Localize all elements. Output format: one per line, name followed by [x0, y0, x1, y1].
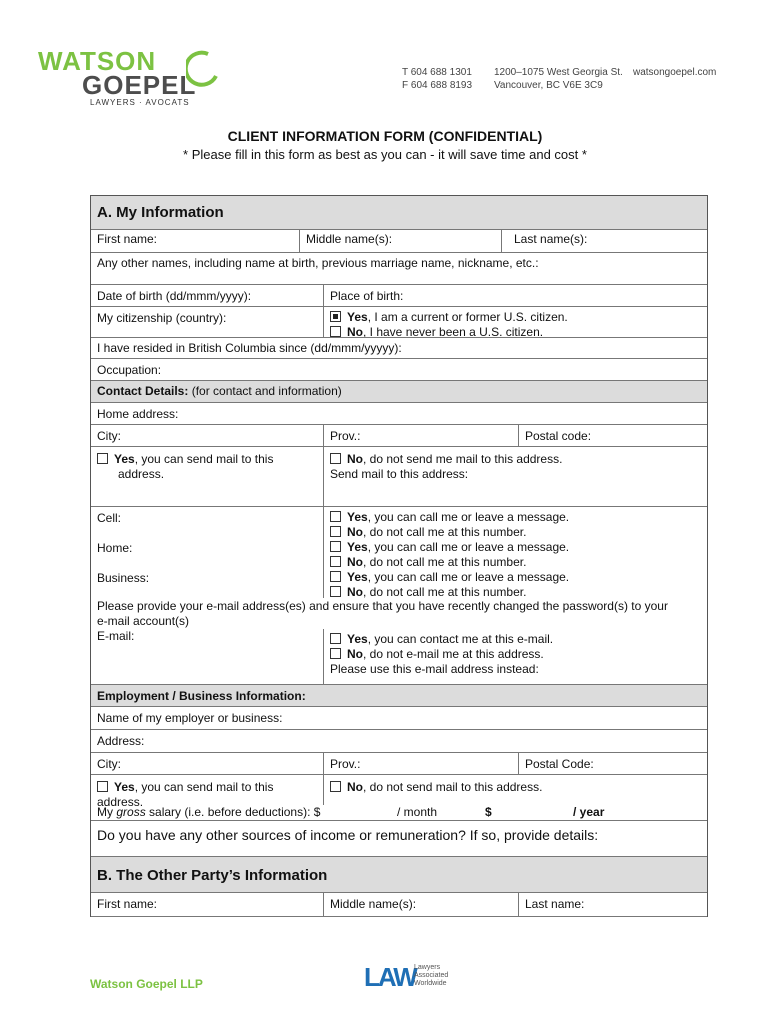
section-a-heading: A. My Information — [91, 196, 707, 230]
other-party-middle-name-field[interactable] — [323, 893, 518, 916]
contact-heading-text: (for contact and information) — [188, 384, 342, 398]
emp-mail-yes-text: , you can send mail to this — [134, 780, 274, 794]
section-b-heading: B. The Other Party’s Information — [91, 857, 707, 893]
logo-word-goepel: GOEPEL — [82, 70, 197, 100]
year-dollar-label: $ — [485, 805, 492, 819]
employment-heading-label: Employment / Business Information: — [97, 689, 306, 703]
business-call-yes-option[interactable] — [330, 570, 701, 585]
salary-label — [97, 805, 320, 819]
call-yes-bold: Yes — [347, 570, 368, 584]
call-yes-text: , you can call me or leave a message. — [367, 570, 570, 584]
phone-labels — [91, 507, 323, 598]
call-yes-bold: Yes — [347, 510, 368, 524]
dob-label: Date of birth (dd/mmm/yyyy): — [97, 289, 252, 303]
postal-code-field[interactable] — [518, 425, 707, 446]
other-party-first-name-field[interactable] — [91, 893, 323, 916]
checkbox-icon[interactable] — [330, 526, 341, 537]
other-income-label: Do you have any other sources of income or remuneration? If so, provide details: — [97, 827, 599, 843]
call-no-text: , do not call me at this number. — [363, 555, 527, 569]
checkbox-icon[interactable] — [97, 781, 108, 792]
salary-row[interactable] — [91, 805, 707, 821]
contact-phones — [402, 66, 472, 92]
bc-residence-label: I have resided in British Columbia since (dd/mmm/yyyyy): — [97, 341, 402, 355]
employer-address-field[interactable] — [91, 730, 707, 753]
us-no-text: , I have never been a U.S. citizen. — [363, 325, 544, 339]
cell-call-no-option[interactable] — [330, 525, 701, 540]
citizenship-row — [91, 307, 707, 337]
law-tagline — [414, 964, 448, 988]
contact-address — [494, 66, 623, 92]
employer-city-field[interactable] — [91, 753, 323, 774]
employer-postal-label: Postal Code: — [525, 757, 594, 771]
call-no-bold: No — [347, 585, 363, 599]
website: watsongoepel.com — [633, 67, 717, 78]
email-note-line-1: Please provide your e-mail address(es) and ensure that you have recently changed the password(s) to your — [97, 599, 668, 613]
place-of-birth-field[interactable] — [323, 285, 707, 306]
employer-prov-field[interactable] — [323, 753, 518, 774]
logo-subtitle: LAWYERS · AVOCATS — [90, 98, 190, 107]
call-yes-text: , you can call me or leave a message. — [367, 510, 570, 524]
employer-postal-field[interactable] — [518, 753, 707, 774]
emp-mail-yes-bold: Yes — [114, 780, 135, 794]
city-label: City: — [97, 429, 121, 443]
checkbox-icon[interactable] — [330, 586, 341, 597]
business-phone-label: Business: — [97, 571, 150, 585]
email-yes-bold: Yes — [347, 632, 368, 646]
employer-address-label: Address: — [97, 734, 145, 748]
checkbox-icon[interactable] — [330, 571, 341, 582]
email-no-text: , do not e-mail me at this address. — [363, 647, 544, 661]
law-logo — [364, 962, 464, 992]
email-no-bold: No — [347, 647, 363, 661]
logo-ring-icon — [186, 50, 220, 90]
employer-city-row — [91, 753, 707, 775]
city-field[interactable] — [91, 425, 323, 446]
home-call-no-option[interactable] — [330, 555, 701, 570]
bc-residence-field[interactable] — [91, 337, 707, 359]
email-yes-option[interactable] — [330, 632, 701, 647]
contact-details-heading — [91, 381, 707, 403]
home-address-label: Home address: — [97, 407, 179, 421]
email-row — [91, 598, 707, 685]
first-name-field[interactable] — [91, 230, 299, 252]
email-label: E-mail: — [97, 629, 135, 643]
postal-code-label: Postal code: — [525, 429, 592, 443]
us-yes-bold: Yes — [347, 310, 368, 324]
email-yes-text: , you can contact me at this e-mail. — [367, 632, 554, 646]
us-yes-text: , I am a current or former U.S. citizen. — [367, 310, 568, 324]
home-address-field[interactable] — [91, 403, 707, 425]
mail-no-bold: No — [347, 452, 363, 466]
birth-row — [91, 285, 707, 307]
last-name-field[interactable] — [501, 230, 707, 252]
checkbox-icon[interactable] — [330, 453, 341, 464]
home-mail-no-option[interactable] — [323, 447, 707, 506]
call-no-text: , do not call me at this number. — [363, 525, 527, 539]
other-income-field[interactable] — [91, 821, 707, 857]
us-no-bold: No — [347, 325, 363, 339]
home-call-yes-option[interactable] — [330, 540, 701, 555]
citizenship-label: My citizenship (country): — [97, 311, 227, 325]
phone-options — [323, 507, 707, 598]
place-of-birth-label: Place of birth: — [330, 289, 404, 303]
emp-mail-no-bold: No — [347, 780, 363, 794]
home-phone-label: Home: — [97, 541, 133, 555]
mail-send-to-label: Send mail to this address: — [330, 467, 469, 481]
checkbox-icon[interactable] — [97, 453, 108, 464]
other-party-middle-name-label: Middle name(s): — [330, 897, 417, 911]
checkbox-checked-icon[interactable] — [330, 311, 341, 322]
checkbox-icon[interactable] — [330, 326, 341, 337]
other-party-last-name-label: Last name: — [525, 897, 585, 911]
footer-firm-name: Watson Goepel LLP — [90, 977, 203, 991]
middle-name-label: Middle name(s): — [306, 232, 393, 246]
email-options — [323, 629, 707, 684]
call-no-bold: No — [347, 555, 363, 569]
call-no-text: , do not call me at this number. — [363, 585, 527, 599]
city-row — [91, 425, 707, 447]
other-party-name-row — [91, 893, 707, 917]
checkbox-icon[interactable] — [330, 541, 341, 552]
logo-word-watson: WATSON — [38, 46, 157, 76]
employer-city-label: City: — [97, 757, 121, 771]
cell-call-yes-option[interactable] — [330, 510, 701, 525]
employment-heading — [91, 685, 707, 707]
checkbox-icon[interactable] — [330, 511, 341, 522]
employer-mail-no-option[interactable] — [323, 775, 707, 805]
email-instead-label: Please use this e-mail address instead: — [330, 662, 539, 676]
contact-heading-bold: Contact Details: — [97, 384, 189, 398]
citizenship-field[interactable] — [91, 307, 323, 337]
call-yes-text: , you can call me or leave a message. — [367, 540, 570, 554]
other-party-last-name-field[interactable] — [518, 893, 707, 916]
per-month-label: / month — [397, 805, 438, 819]
us-citizen-yes-option[interactable] — [330, 310, 701, 325]
other-party-first-name-label: First name: — [97, 897, 158, 911]
phone-number: T 604 688 1301 — [402, 67, 472, 78]
client-information-form — [90, 195, 708, 917]
other-names-label: Any other names, including name at birth, previous marriage name, nickname, etc.: — [97, 256, 539, 270]
prov-label: Prov.: — [330, 429, 361, 443]
salary-pre: My — [97, 805, 117, 819]
employer-mail-yes-option[interactable] — [91, 775, 323, 809]
mail-no-text: , do not send me mail to this address. — [363, 452, 563, 466]
middle-name-field[interactable] — [299, 230, 501, 252]
dob-field[interactable] — [91, 285, 323, 306]
call-yes-bold: Yes — [347, 540, 368, 554]
first-name-label: First name: — [97, 232, 158, 246]
cell-phone-label: Cell: — [97, 511, 122, 525]
name-row — [91, 230, 707, 253]
home-mail-yes-option[interactable] — [91, 447, 323, 506]
law-mark: LAW — [364, 962, 416, 992]
emp-mail-no-text: , do not send mail to this address. — [363, 780, 543, 794]
law-line-2: Associated — [414, 972, 449, 979]
prov-field[interactable] — [323, 425, 518, 446]
law-line-3: Worldwide — [414, 980, 447, 987]
home-mail-row — [91, 447, 707, 507]
contact-website — [633, 66, 716, 79]
checkbox-icon[interactable] — [330, 556, 341, 567]
salary-gross: gross — [116, 805, 146, 819]
checkbox-icon[interactable] — [330, 648, 341, 659]
employer-field[interactable] — [91, 707, 707, 730]
address-line-1: 1200–1075 West Georgia St. — [494, 67, 623, 78]
per-year-label: / year — [573, 805, 605, 819]
email-note-line-2: e-mail account(s) — [97, 614, 190, 628]
mail-yes-text: , you can send mail to this — [134, 452, 274, 466]
form-title: CLIENT INFORMATION FORM (CONFIDENTIAL) — [227, 128, 543, 144]
law-line-1: Lawyers — [414, 964, 441, 971]
phone-numbers-row — [91, 507, 707, 598]
us-citizen-options — [323, 307, 707, 337]
address-line-2: Vancouver, BC V6E 3C9 — [494, 80, 603, 91]
firm-logo — [38, 46, 228, 110]
emp-mail-yes-text-2: address. — [97, 795, 144, 809]
occupation-field[interactable] — [91, 359, 707, 381]
last-name-label: Last name(s): — [514, 232, 588, 246]
mail-yes-text-2: address. — [118, 467, 165, 481]
call-no-bold: No — [347, 525, 363, 539]
checkbox-icon[interactable] — [330, 633, 341, 644]
checkbox-icon[interactable] — [330, 781, 341, 792]
other-names-field[interactable] — [91, 253, 707, 285]
email-no-option[interactable] — [330, 647, 701, 662]
salary-post: salary (i.e. before deductions): $ — [145, 805, 321, 819]
employer-label: Name of my employer or business: — [97, 711, 283, 725]
employer-prov-label: Prov.: — [330, 757, 361, 771]
occupation-label: Occupation: — [97, 363, 162, 377]
mail-yes-bold: Yes — [114, 452, 135, 466]
employer-mail-row — [91, 775, 707, 809]
form-subtitle: * Please fill in this form as best as you can - it will save time and cost * — [183, 147, 587, 162]
fax-number: F 604 688 8193 — [402, 80, 473, 91]
